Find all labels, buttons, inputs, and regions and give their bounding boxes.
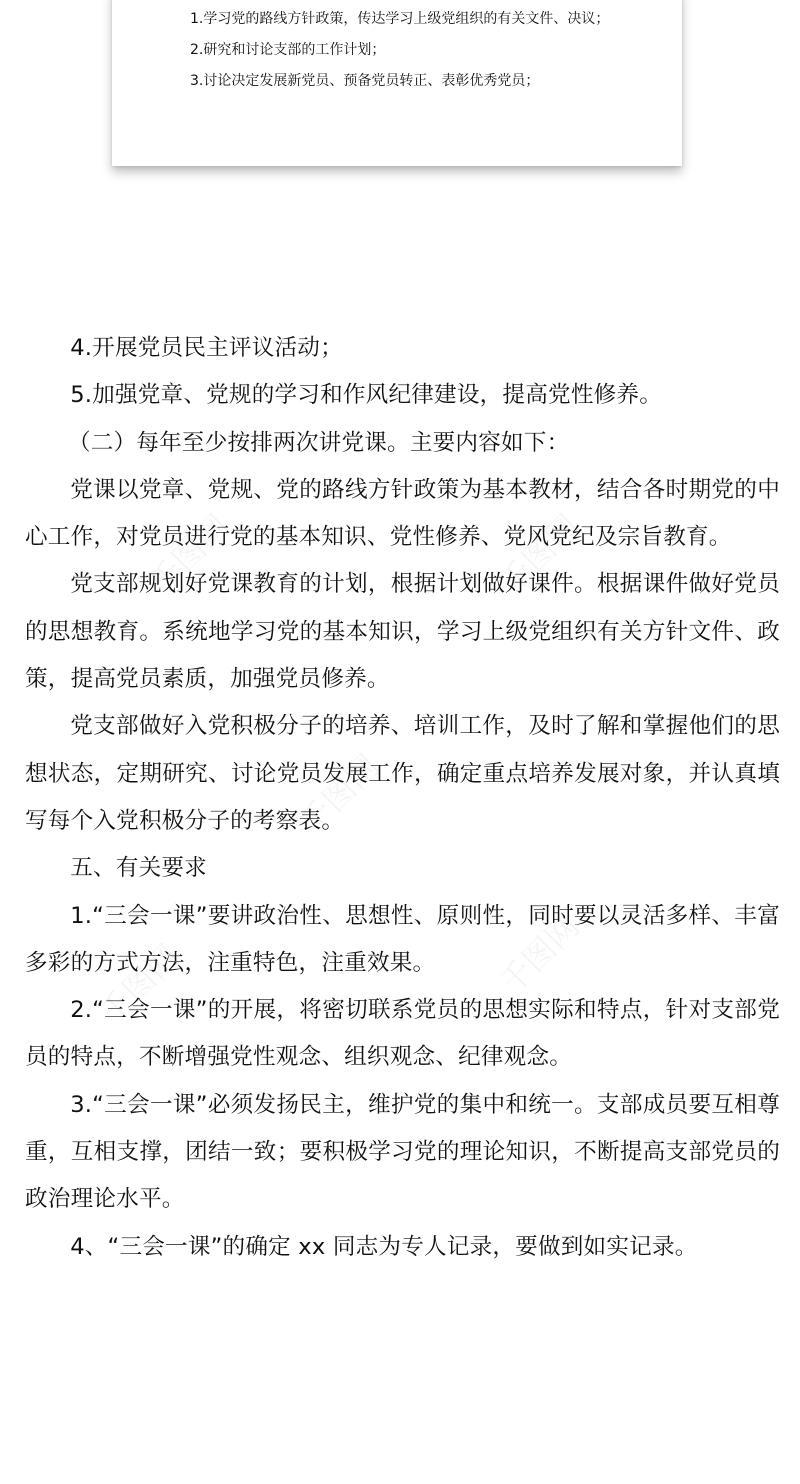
card-line: 2.研究和讨论支部的工作计划； — [190, 42, 386, 58]
paragraph: 4、“三会一课”的确定 xx 同志为专人记录，要做到如实记录。 — [70, 1233, 698, 1260]
card-line: 3.讨论决定发展新党员、预备党员转正、表彰优秀党员； — [190, 73, 540, 89]
paragraph: 1.“三会一课”要讲政治性、思想性、原则性，同时要以灵活多样、丰富多彩的方式方法，注重特色，注重效果。 — [25, 902, 780, 976]
card-text-block — [190, 4, 609, 97]
card-line: 1.学习党的路线方针政策，传达学习上级党组织的有关文件、决议； — [190, 11, 610, 27]
paragraph: 4.开展党员民主评议活动； — [70, 335, 343, 361]
document-preview-card — [112, 0, 682, 166]
section-heading: （二）每年至少按排两次讲党课。主要内容如下： — [67, 429, 570, 456]
paragraph: 5.加强党章、党规的学习和作风纪律建设，提高党性修养。 — [70, 382, 662, 409]
document-body — [25, 325, 780, 1271]
paragraph: 党课以党章、党规、党的路线方针政策为基本教材，结合各时期党的中心工作，对党员进行党的基本知识、党性修养、党风党纪及宗旨教育。 — [25, 476, 780, 551]
paragraph: 2.“三会一课”的开展，将密切联系党员的思想实际和特点，针对支部党员的特点，不断增强党性观念、组织观念、纪律观念。 — [25, 997, 780, 1071]
paragraph: 3.“三会一课”必须发扬民主，维护党的集中和统一。支部成员要互相尊重，互相支撑，团结一致；要积极学习党的理论知识，不断提高支部党员的政治理论水平。 — [25, 1091, 780, 1213]
paragraph: 党支部做好入党积极分子的培养、培训工作，及时了解和掌握他们的思想状态，定期研究、讨论党员发展工作，确定重点培养发展对象，并认真填写每个入党积极分子的考察表。 — [25, 713, 780, 834]
section-heading: 五、有关要求 — [70, 855, 207, 882]
paragraph: 党支部规划好党课教育的计划，根据计划做好课件。根据课件做好党员的思想教育。系统地学习党的基本知识，学习上级党组织有关方针文件、政策，提高党员素质，加强党员修养。 — [25, 571, 780, 693]
